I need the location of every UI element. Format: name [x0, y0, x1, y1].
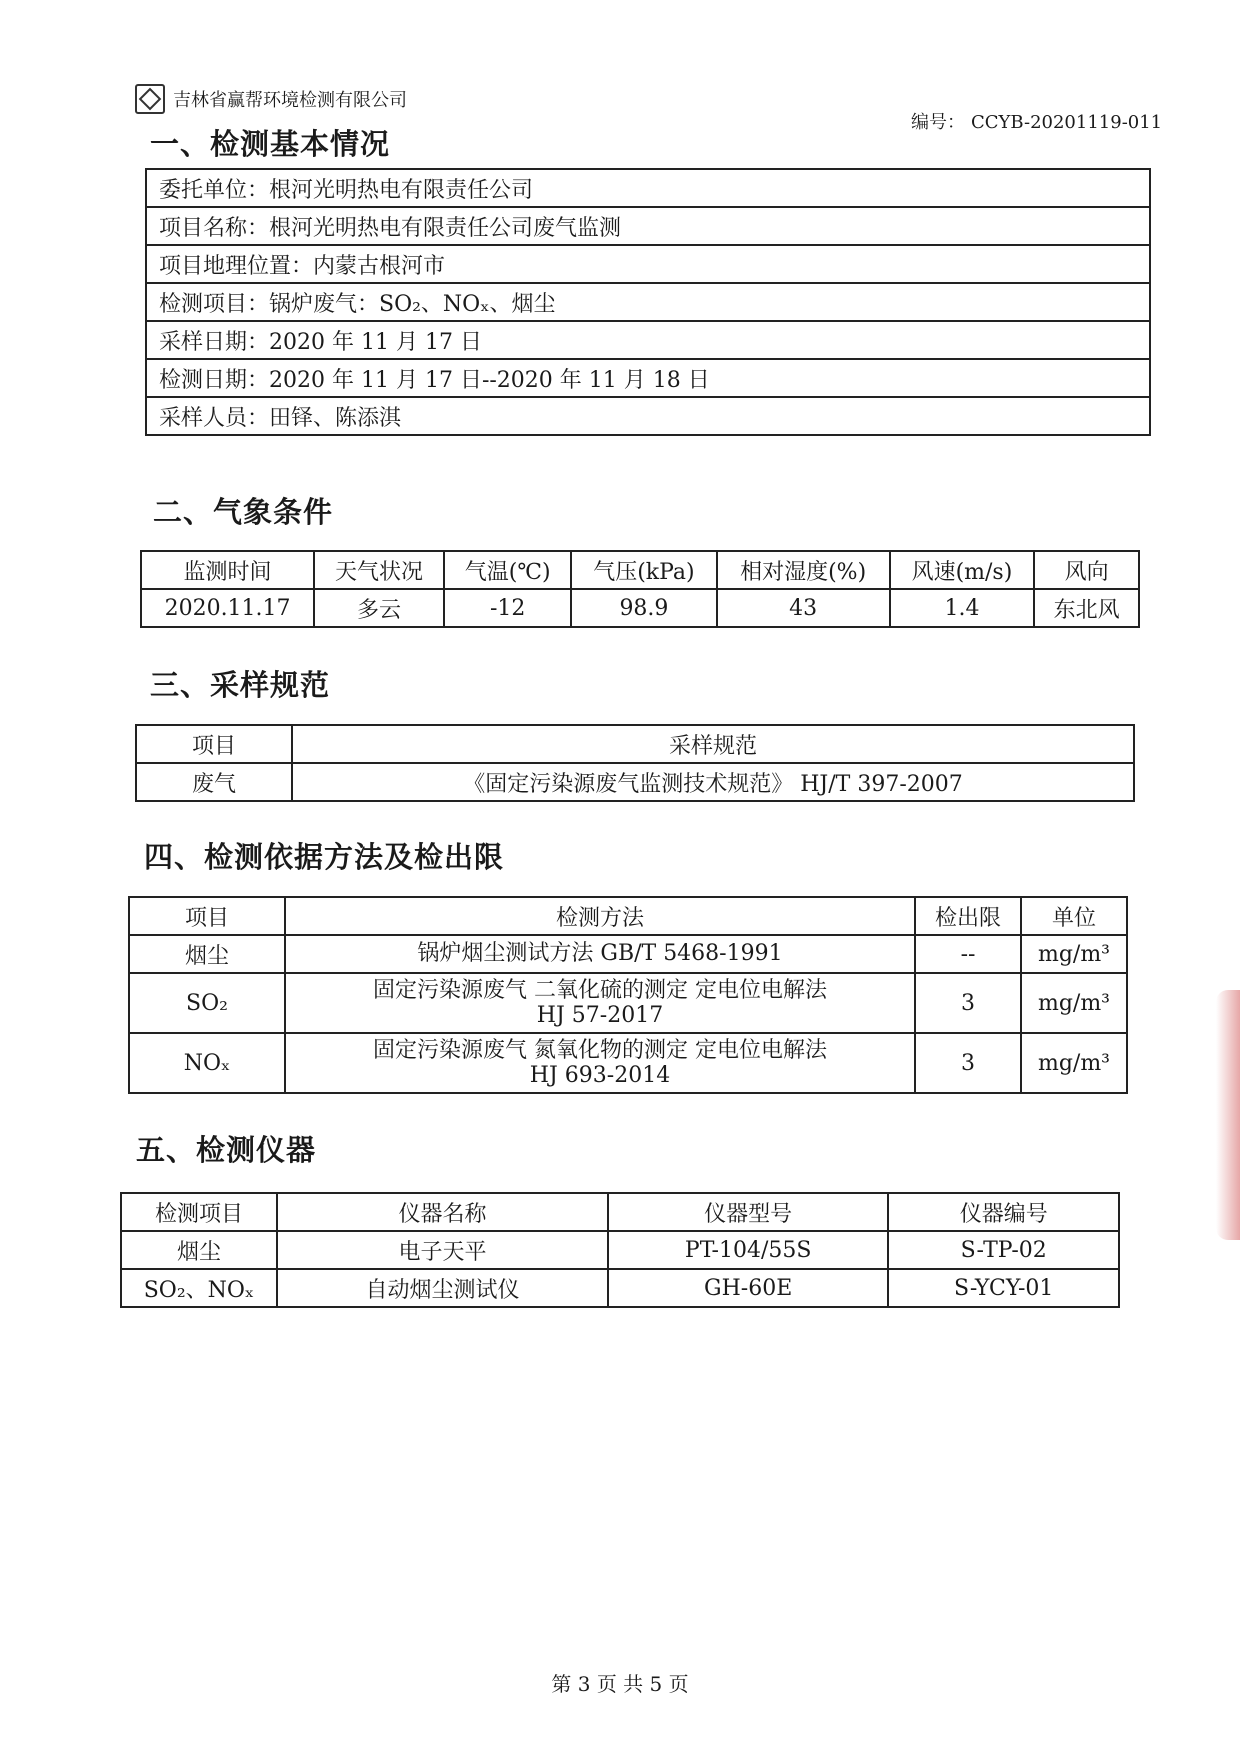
- instrument-model: GH-60E: [608, 1269, 888, 1307]
- table-row: [129, 935, 1127, 973]
- client-unit: 委托单位：根河光明热电有限责任公司: [146, 169, 1150, 207]
- instrument-name: 电子天平: [277, 1231, 608, 1269]
- section3-title: 三、采样规范: [150, 668, 331, 702]
- table-row: [146, 207, 1150, 245]
- method-text: [285, 935, 915, 973]
- basic-info-table: [145, 168, 1151, 436]
- monitor-time: 2020.11.17: [141, 589, 314, 627]
- table-row: [121, 1269, 1119, 1307]
- sampling-date: 采样日期：2020 年 11 月 17 日: [146, 321, 1150, 359]
- header-cell: 风向: [1034, 551, 1139, 589]
- section2-title: 二、气象条件: [153, 495, 334, 529]
- unit: mg/m³: [1021, 973, 1127, 1033]
- instrument-number: S-YCY-01: [888, 1269, 1119, 1307]
- method-line: 锅炉烟尘测试方法 GB/T 5468-1991: [417, 941, 783, 967]
- header-cell: 仪器型号: [608, 1193, 888, 1231]
- section1-title: 一、检测基本情况: [150, 127, 391, 161]
- weather-condition: 多云: [314, 589, 444, 627]
- table-row: [129, 1033, 1127, 1093]
- header-cell: 仪器编号: [888, 1193, 1119, 1231]
- unit: mg/m³: [1021, 1033, 1127, 1093]
- table-row: [146, 359, 1150, 397]
- spec-standard: 《固定污染源废气监测技术规范》 HJ/T 397-2007: [292, 763, 1134, 801]
- method-text: [285, 1033, 915, 1093]
- detection-limit: 3: [915, 1033, 1021, 1093]
- instrument-name: 自动烟尘测试仪: [277, 1269, 608, 1307]
- header-cell: 气压(kPa): [571, 551, 716, 589]
- instrument-model: PT-104/55S: [608, 1231, 888, 1269]
- weather-table: [140, 550, 1140, 628]
- page-footer: 第 3 页 共 5 页: [551, 1672, 689, 1696]
- spec-item: 废气: [136, 763, 292, 801]
- instrument-table: [120, 1192, 1120, 1308]
- header-cell: 检测方法: [285, 897, 915, 935]
- detection-limit: 3: [915, 973, 1021, 1033]
- header-cell: 仪器名称: [277, 1193, 608, 1231]
- table-row: [141, 551, 1139, 589]
- header-cell: 检测项目: [121, 1193, 277, 1231]
- section5-title: 五、检测仪器: [136, 1133, 317, 1167]
- header-cell: 检出限: [915, 897, 1021, 935]
- header-cell: 单位: [1021, 897, 1127, 935]
- table-row: [121, 1231, 1119, 1269]
- detection-limit: --: [915, 935, 1021, 973]
- table-row: [129, 973, 1127, 1033]
- section4-title: 四、检测依据方法及检出限: [144, 840, 505, 874]
- instrument-item: SO₂、NOₓ: [121, 1269, 277, 1307]
- instrument-number: S-TP-02: [888, 1231, 1119, 1269]
- header-cell: 监测时间: [141, 551, 314, 589]
- method-item: NOₓ: [129, 1033, 285, 1093]
- header-cell: 项目: [136, 725, 292, 763]
- method-line: 固定污染源废气 二氧化硫的测定 定电位电解法: [373, 977, 827, 1003]
- wind-speed: 1.4: [890, 589, 1034, 627]
- document-number-label: 编号：: [911, 112, 965, 133]
- method-table: [128, 896, 1128, 1094]
- method-standard: HJ 693-2014: [529, 1063, 671, 1088]
- table-row: [146, 245, 1150, 283]
- method-line: 固定污染源废气 氮氧化物的测定 定电位电解法: [373, 1037, 827, 1063]
- project-name: 项目名称：根河光明热电有限责任公司废气监测: [146, 207, 1150, 245]
- wind-direction: 东北风: [1034, 589, 1139, 627]
- unit: mg/m³: [1021, 935, 1127, 973]
- temperature: -12: [444, 589, 571, 627]
- pressure: 98.9: [571, 589, 716, 627]
- sampling-spec-table: [135, 724, 1135, 802]
- document-number-value: CCYB-20201119-011: [971, 112, 1163, 133]
- test-date: 检测日期：2020 年 11 月 17 日--2020 年 11 月 18 日: [146, 359, 1150, 397]
- table-row: [136, 725, 1134, 763]
- method-item: SO₂: [129, 973, 285, 1033]
- table-row: [141, 589, 1139, 627]
- method-item: 烟尘: [129, 935, 285, 973]
- red-seal-stamp: [1216, 990, 1240, 1240]
- table-row: [146, 169, 1150, 207]
- header-cell: 相对湿度(%): [717, 551, 890, 589]
- header-cell: 项目: [129, 897, 285, 935]
- sampling-staff: 采样人员：田铎、陈添淇: [146, 397, 1150, 435]
- header-cell: 采样规范: [292, 725, 1134, 763]
- table-row: [146, 283, 1150, 321]
- company-logo-icon: [135, 84, 165, 114]
- table-row: [136, 763, 1134, 801]
- method-text: [285, 973, 915, 1033]
- header-cell: 风速(m/s): [890, 551, 1034, 589]
- table-row: [146, 321, 1150, 359]
- test-items: 检测项目：锅炉废气：SO₂、NOₓ、烟尘: [146, 283, 1150, 321]
- table-row: [129, 897, 1127, 935]
- project-location: 项目地理位置：内蒙古根河市: [146, 245, 1150, 283]
- header-cell: 气温(℃): [444, 551, 571, 589]
- company-name: 吉林省赢帮环境检测有限公司: [173, 90, 407, 111]
- header-cell: 天气状况: [314, 551, 444, 589]
- document-number: [905, 108, 1162, 134]
- table-row: [146, 397, 1150, 435]
- company-header: [135, 84, 407, 114]
- table-row: [121, 1193, 1119, 1231]
- humidity: 43: [717, 589, 890, 627]
- method-standard: HJ 57-2017: [536, 1003, 664, 1028]
- instrument-item: 烟尘: [121, 1231, 277, 1269]
